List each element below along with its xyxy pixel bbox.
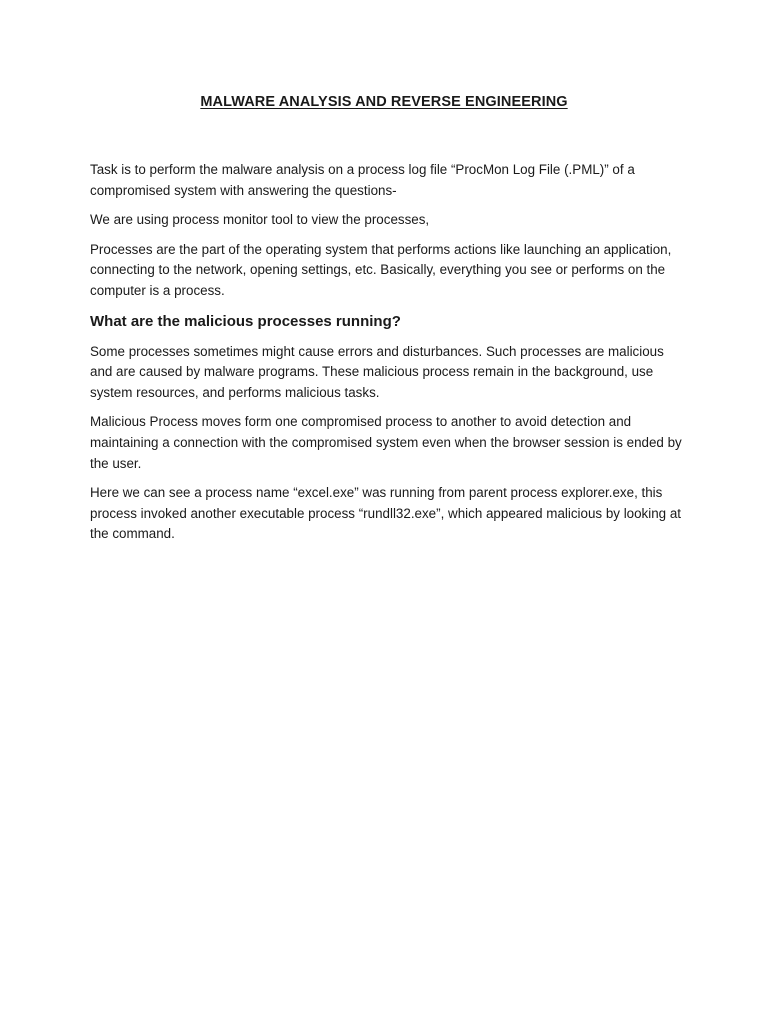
document-title-text: MALWARE ANALYSIS AND REVERSE ENGINEERING xyxy=(200,94,568,110)
document-title xyxy=(0,94,768,110)
document-body xyxy=(90,160,685,554)
intro-paragraph-3: Processes are the part of the operating system that performs actions like launching an application, connecting to the network, opening settings, etc. Basically, everything you see or performs on the computer is a process. xyxy=(90,241,672,298)
section-paragraph-3: Here we can see a process name “excel.exe” was running from parent process explorer.exe, this process invoked another executable process “rundll32.exe”, which appeared malicious by looking at the command. xyxy=(90,485,682,542)
section-paragraph-2: Malicious Process moves form one compromised process to another to avoid detection and maintaining a connection with the compromised system even when the browser session is ended by the user. xyxy=(90,414,682,471)
intro-paragraph-1: Task is to perform the malware analysis on a process log file “ProcMon Log File (.PML)” of a compromised system with answering the questions- xyxy=(90,162,635,198)
intro-paragraph-2: We are using process monitor tool to view the processes, xyxy=(90,212,430,228)
section-paragraph-1: Some processes sometimes might cause errors and disturbances. Such processes are malicious and are caused by malware programs. These malicious process remain in the background, use system resources, and performs malicious tasks. xyxy=(90,343,664,400)
section-heading: What are the malicious processes running? xyxy=(90,312,401,330)
